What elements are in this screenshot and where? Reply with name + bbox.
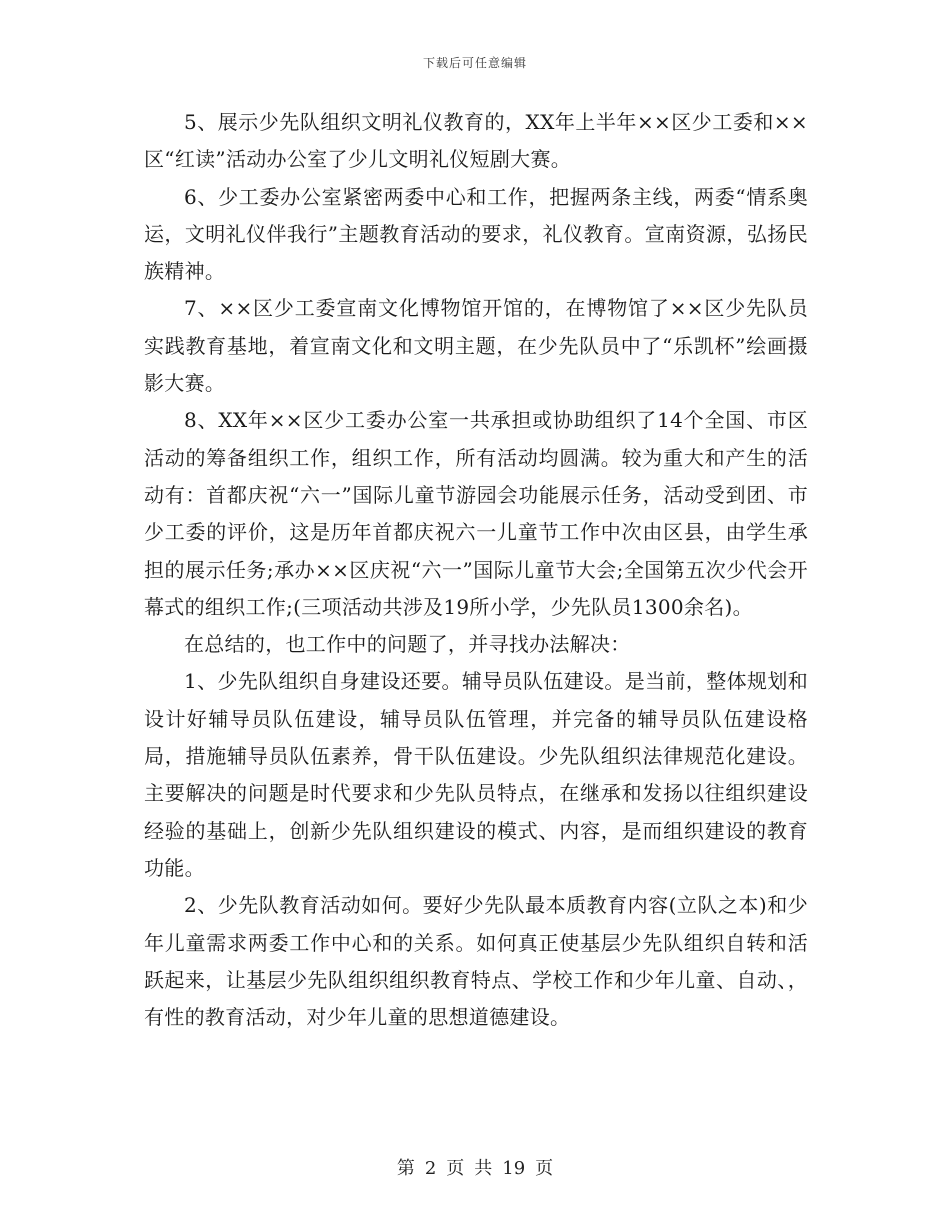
paragraph-6: 6、少工委办公室紧密两委中心和工作，把握两条主线，两委“情系奥运，文明礼仪伴我行”主题教育活动的要求，礼仪教育。宣南资源，弘扬民族精神。 (144, 184, 808, 284)
footer-prefix: 第 (396, 1158, 415, 1179)
document-body (144, 104, 808, 1124)
footer-total-word: 共 (474, 1158, 493, 1179)
paragraph-5: 5、展示少先队组织文明礼仪教育的，XX年上半年××区少工委和××区“红读”活动办公室了少儿文明礼仪短剧大赛。 (144, 110, 808, 172)
footer-total-pages: 19 (502, 1158, 526, 1179)
paragraph-summary-intro: 在总结的，也工作中的问题了，并寻找办法解决： (184, 632, 631, 657)
footer-page-number: 2 (424, 1158, 437, 1179)
footer-suffix: 页 (535, 1158, 554, 1179)
footer-page-word: 页 (446, 1158, 465, 1179)
paragraph-issue-1: 1、少先队组织自身建设还要。辅导员队伍建设。是当前，整体规划和设计好辅导员队伍建设，辅导员队伍管理，并完备的辅导员队伍建设格局，措施辅导员队伍素养，骨干队伍建设。少先队组织法律规范化建设。主要解决的问题是时代要求和少先队员特点，在继承和发扬以往组织建设经验的基础上，创新少先队组织建设的模式、内容，是而组织建设的教育功能。 (144, 669, 808, 880)
page-footer (0, 1154, 950, 1180)
page-header: 下载后可任意编辑 (422, 56, 527, 70)
paragraph-8: 8、XX年××区少工委办公室一共承担或协助组织了14个全国、市区活动的筹备组织工作，组织工作，所有活动均圆满。较为重大和产生的活动有：首都庆祝“六一”国际儿童节游园会功能展示任务，活动受到团、市少工委的评价，这是历年首都庆祝六一儿童节工作中次由区县，由学生承担的展示任务;承办××区庆祝“六一”国际儿童节大会;全国第五次少代会开幕式的组织工作;(三项活动共涉及19所小学，少先队员1300余名)。 (144, 408, 808, 619)
paragraph-issue-2: 2、少先队教育活动如何。要好少先队最本质教育内容(立队之本)和少年儿童需求两委工作中心和的关系。如何真正使基层少先队组织自转和活跃起来，让基层少先队组织组织教育特点、学校工作和少年儿童、自动、，有性的教育活动，对少年儿童的思想道德建设。 (144, 893, 808, 1030)
paragraph-7: 7、××区少工委宣南文化博物馆开馆的，在博物馆了××区少先队员实践教育基地，着宣南文化和文明主题，在少先队员中了“乐凯杯”绘画摄影大赛。 (144, 296, 808, 396)
